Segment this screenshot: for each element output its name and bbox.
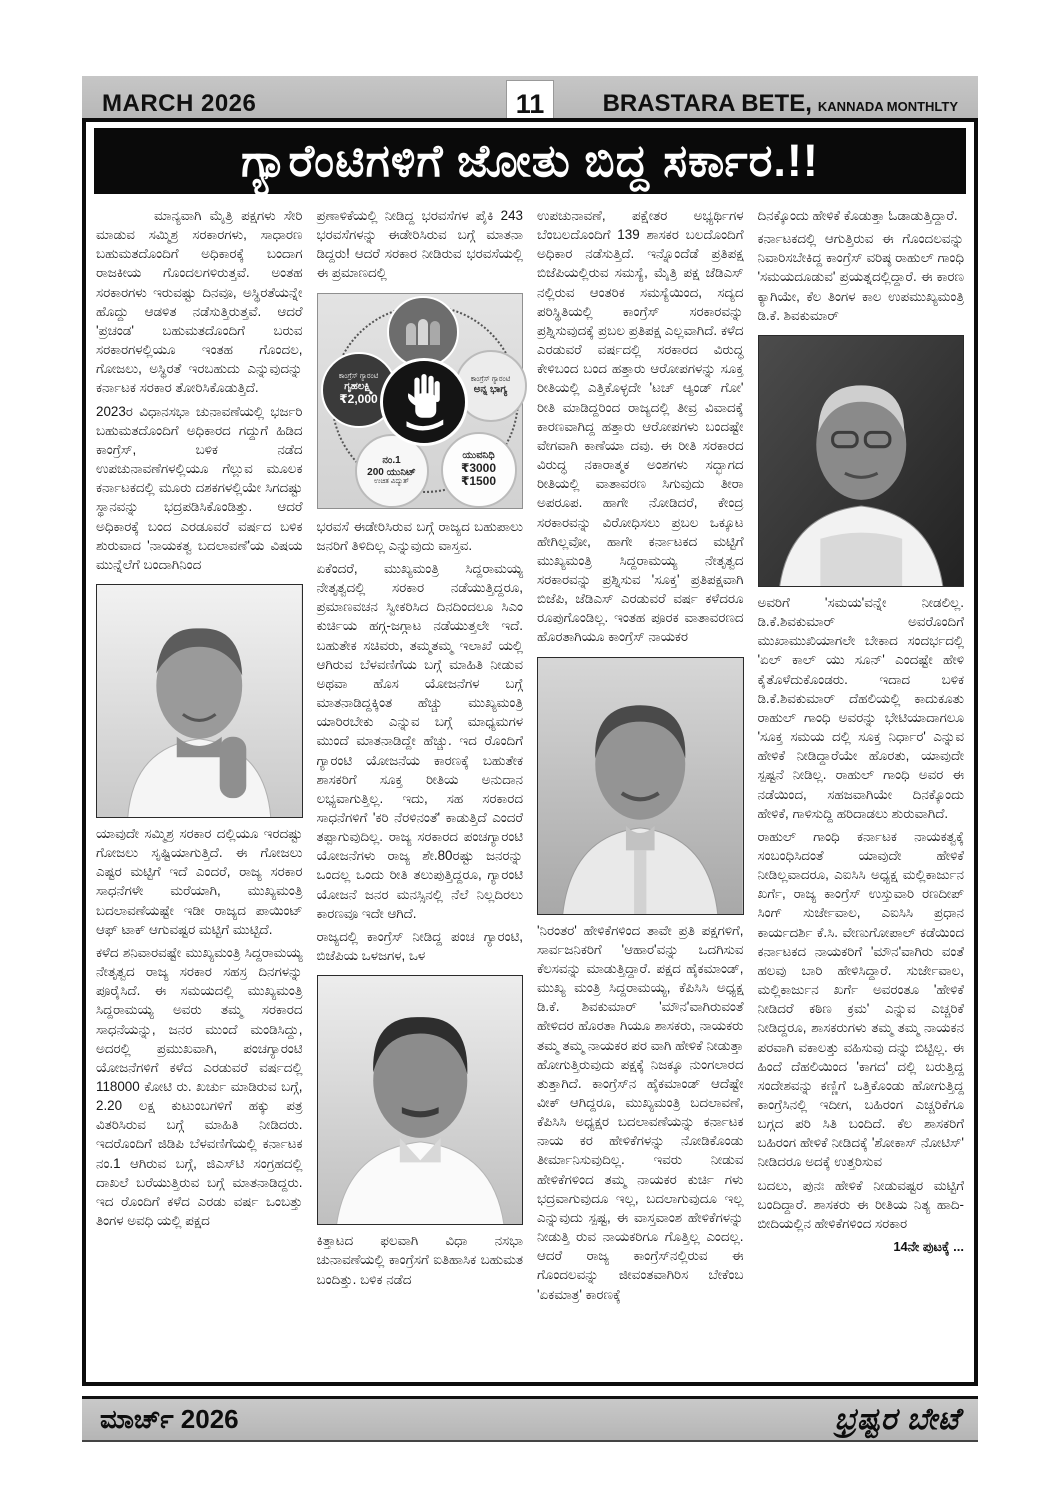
scheme-line: ನಂ.1	[382, 455, 401, 467]
article-column-1	[96, 206, 303, 1370]
guarantee-label: ಕಾಂಗ್ರೆಸ್ ಗ್ಯಾರಂಟಿ	[338, 372, 379, 380]
congress-hand-icon	[380, 358, 468, 446]
footer-issue-date: ಮಾರ್ಚ್ 2026	[100, 1403, 239, 1434]
scheme-amount: ₹2,000	[339, 391, 378, 406]
article-paragraph: ಯಾವುದೇ ಸಮ್ಮಿಶ್ರ ಸರಕಾರ ದಲ್ಲಿಯೂ ಇರದಷ್ಟು ಗೋಜಲು ಸೃಷ್ಟಿಯಾಗುತ್ತಿದೆ. ಈ ಗೋಜಲು ಎಷ್ಟರ ಮಟ್ಟಿಗೆ ಇದೆ ಎಂದರೆ, ರಾಜ್ಯ ಸರಕಾರ ಸಾಧನೆಗಳೇ ಮರೆಯಾಗಿ, ಮುಖ್ಯಮಂತ್ರಿ ಬದಲಾವಣೆಯಷ್ಟೇ ಇಡೀ ರಾಜ್ಯದ ಪಾಯಿಂಟ್ ಆಫ್ ಟಾಕ್ ಆಗುವಷ್ಟರ ಮಟ್ಟಿಗೆ ಮುಟ್ಟಿದೆ.	[96, 825, 303, 937]
scheme-title: ಅನ್ನ ಭಾಗ್ಯ	[473, 383, 508, 395]
article-headline: ಗ್ಯಾರೆಂಟಿಗಳಿಗೆ ಜೋತು ಬಿದ್ದ ಸರ್ಕಾರ.!!	[94, 128, 966, 194]
article-paragraph: 'ನಿರಂತರ' ಹೇಳಿಕೆಗಳಿಂದ ತಾವೇ ಪ್ರತಿ ಪಕ್ಷಗಳಿಗೆ, ಸಾರ್ವಜನಿಕರಿಗೆ 'ಆಹಾರ'ವನ್ನು ಒದಗಿಸುವ ಕೆಲಸವನ್ನು ಮಾಡುತ್ತಿದ್ದಾರೆ. ಪಕ್ಷದ ಹೈಕಮಾಂಡ್, ಮುಖ್ಯ ಮಂತ್ರಿ ಸಿದ್ದರಾಮಯ್ಯ, ಕೆಪಿಸಿಸಿ ಅಧ್ಯಕ್ಷ ಡಿ.ಕೆ. ಶಿವಕುಮಾರ್ 'ಮೌನ'ವಾಗಿರುವಂತೆ ಹೇಳಿದರ ಹೊರತಾ ಗಿಯೂ ಶಾಸಕರು, ನಾಯಕರು ತಮ್ಮ ತಮ್ಮ ನಾಯಕರ ಪರ ವಾಗಿ ಹೇಳಿಕೆ ನೀಡುತ್ತಾ ಹೋಗುತ್ತಿರುವುದು ಪಕ್ಷಕ್ಕೆ ನಿಜಕ್ಕೂ ನುಂಗಲಾರದ ತುತ್ತಾಗಿದೆ. ಕಾಂಗ್ರೆಸ್‌ನ ಹೈಕಮಾಂಡ್ ಆದೆಷ್ಟೇ ವೀಕ್ ಆಗಿದ್ದರೂ, ಮುಖ್ಯಮಂತ್ರಿ ಬದಲಾವಣೆ, ಕೆಪಿಸಿಸಿ ಅಧ್ಯಕ್ಷರ ಬದಲಾವಣೆಯನ್ನು ಕರ್ನಾಟಕ ನಾಯ ಕರ ಹೇಳಿಕೆಗಳನ್ನು ನೋಡಿಕೊಂಡು ತೀರ್ಮಾನಿಸುವುದಿಲ್ಲ. ಇವರು ನೀಡುವ ಹೇಳಿಕೆಗಳಿಂದ ತಮ್ಮ ನಾಯಕರ ಕುರ್ಚಿ ಗಳು ಭದ್ರವಾಗುವುದೂ ಇಲ್ಲ, ಬದಲಾಗುವುದೂ ಇಲ್ಲ ಎನ್ನುವುದು ಸ್ಪಷ್ಟ, ಈ ವಾಸ್ತವಾಂಶ ಹೇಳಿಕೆಗಳನ್ನು ನೀಡುತ್ತಿ ರುವ ನಾಯಕರಿಗೂ ಗೊತ್ತಿಲ್ಲ ಎಂದಲ್ಲ. ಆದರೆ ರಾಜ್ಯ ಕಾಂಗ್ರೆಸ್‌ನಲ್ಲಿರುವ ಈ ಗೊಂದಲವನ್ನು ಜೀವಂತವಾಗಿರಿಸ ಬೇಕೆಂಬ 'ಏಕಮಾತ್ರ' ಕಾರಣಕ್ಕೆ	[537, 922, 744, 1302]
portrait-photo-4	[758, 335, 965, 587]
article-body	[94, 206, 966, 1370]
article-paragraph: ಉಪಚುನಾವಣೆ, ಪಕ್ಷೇತರ ಅಭ್ಯರ್ಥಿಗಳ ಬೆಂಬಲದೊಂದಿಗೆ 139 ಶಾಸಕರ ಬಲದೊಂದಿಗೆ ಅಧಿಕಾರ ನಡೆಸುತ್ತಿದೆ. ಇನ್ನೊಂದೆಡೆ ಪ್ರತಿಪಕ್ಷ ಬಿಜೆಪಿಯಲ್ಲಿರುವ ಸಮಸ್ಯೆ, ಮೈತ್ರಿ ಪಕ್ಷ ಜೆಡಿಎಸ್ ನಲ್ಲಿರುವ ಆಂತರಿಕ ಸಮಸ್ಯೆಯಿಂದ, ಸದ್ಯದ ಪರಿಸ್ಥಿತಿಯಲ್ಲಿ ಕಾಂಗ್ರೆಸ್ ಸರಕಾರವನ್ನು ಪ್ರಶ್ನಿಸುವುದಕ್ಕೆ ಪ್ರಬಲ ಪ್ರತಿಪಕ್ಷ ಎಲ್ಲವಾಗಿದೆ. ಕಳೆದ ಎರಡುವರೆ ವರ್ಷದಲ್ಲಿ ಸರಕಾರದ ವಿರುದ್ಧ ಕೇಳಿಬಂದ ಬಂದ ಹತ್ತಾರು ಆರೋಪಗಳನ್ನು ಸೂಕ್ತ ರೀತಿಯಲ್ಲಿ ಎತ್ತಿಕೊಳ್ಳದೇ 'ಟಚ್ ಆ್ಯಂಡ್ ಗೋ' ರೀತಿ ಮಾಡಿದ್ದರಿಂದ ರಾಜ್ಯದಲ್ಲಿ ತೀವ್ರ ವಿವಾದಕ್ಕೆ ಕಾರಣವಾಗಿದ್ದ ಹತ್ತಾರು ಆರೋಪಗಳು ಬಂದಷ್ಟೇ ವೇಗವಾಗಿ ಕಾಣೆಯಾ ದವು. ಈ ರೀತಿ ಸರಕಾರದ ವಿರುದ್ಧ ನಕಾರಾತ್ಮಕ ಅಂಶಗಳು ಸದ್ಭಾಗದ ರೀತಿಯಲ್ಲಿ ವಾತಾವರಣ ಸಿಗುವುದು ತೀರಾ ಅಪರೂಪ. ಹಾಗೇ ನೋಡಿದರೆ, ಕೇಂದ್ರ ಸರಕಾರವನ್ನು ವಿರೋಧಿಸಲು ಪ್ರಬಲ ಒಕ್ಕೂಟ ಹೇಗಿಲ್ಲವೋ, ಹಾಗೇ ಕರ್ನಾಟಕದ ಮಟ್ಟಿಗೆ ಮುಖ್ಯಮಂತ್ರಿ ಸಿದ್ದರಾಮಯ್ಯ ನೇತೃತ್ವದ ಸರಕಾರವನ್ನು ಪ್ರಶ್ನಿಸುವ 'ಸೂಕ್ತ' ಪ್ರತಿಪಕ್ಷವಾಗಿ ಬಿಜೆಪಿ, ಜೆಡಿಎಸ್ ಎರಡುವರೆ ವರ್ಷ ಕಳೆದರೂ ರೂಪುಗೊಂಡಿಲ್ಲ. ಇಂತಹ ಪೂರಕ ವಾತಾವರಣದ ಹೊರತಾಗಿಯೂ ಕಾಂಗ್ರೆಸ್ ನಾಯಕರ	[537, 208, 744, 645]
scheme-title: ಗೃಹಲಕ್ಷ್ಮಿ	[344, 381, 373, 392]
scheme-amount: ₹3000 ₹1500	[460, 460, 497, 489]
article-paragraph: ಏಕೆಂದರೆ, ಮುಖ್ಯಮಂತ್ರಿ ಸಿದ್ದರಾಮಯ್ಯ ನೇತೃತ್ವದಲ್ಲಿ ಸರಕಾರ ನಡೆಯುತ್ತಿದ್ದರೂ, ಪ್ರಮಾಣವಚನ ಸ್ವೀಕರಿಸಿದ ದಿನದಿಂದಲೂ ಸಿಎಂ ಕುರ್ಚಿಯ ಹಗ್ಗ-ಜಗ್ಗಾಟ ನಡೆಯುತ್ತಲೇ ಇದೆ. ಬಹುತೇಕ ಸಚಿವರು, ತಮ್ಮತಮ್ಮ ಇಲಾಖೆ ಯಲ್ಲಿ ಆಗಿರುವ ಬೆಳವಣಿಗೆಯ ಬಗ್ಗೆ ಮಾಹಿತಿ ನೀಡುವ ಅಥವಾ ಹೊಸ ಯೋಜನೆಗಳ ಬಗ್ಗೆ ಮಾತನಾಡಿದ್ದಕ್ಕಿಂತ ಹೆಚ್ಚು ಮುಖ್ಯಮಂತ್ರಿ ಯಾರಿರಬೇಕು ಎನ್ನುವ ಬಗ್ಗೆ ಮಾಧ್ಯಮಗಳ ಮುಂದೆ ಮಾತನಾಡಿದ್ದೇ ಹೆಚ್ಚು. ಇದ ರೊಂದಿಗೆ ಗ್ಯಾರಂಟಿ ಯೋಜನೆಯ ಕಾರಣಕ್ಕೆ ಬಹುತೇಕ ಶಾಸಕರಿಗೆ ಸೂಕ್ತ ರೀತಿಯ ಅನುದಾನ ಲಭ್ಯವಾಗುತ್ತಿಲ್ಲ. ಇದು, ಸಹ ಸರಕಾರದ ಸಾಧನೆಗಳಿಗೆ 'ಕರಿ ನೆರಳಿನಂತೆ' ಕಾಡುತ್ತಿದೆ ಎಂದರೆ ತಪ್ಪಾಗುವುದಿಲ್ಲ. ರಾಜ್ಯ ಸರಕಾರದ ಪಂಚಗ್ಯಾರಂಟಿ ಯೋಜನೆಗಳು ರಾಜ್ಯ ಶೇ.80ರಷ್ಟು ಜನರನ್ನು ಒಂದಲ್ಲ ಒಂದು ರೀತಿ ತಲುಪುತ್ತಿದ್ದರೂ, ಗ್ಯಾರಂಟಿ ಯೋಜನೆ ಜನರ ಮನಸ್ಸಿನಲ್ಲಿ ನೆಲೆ ನಿಲ್ಲದಿರಲು ಕಾರಣವೂ ಇದೇ ಆಗಿದೆ.	[316, 560, 523, 921]
publication-subtitle: KANNADA MONTHLTY	[817, 99, 958, 114]
publication-title	[603, 90, 958, 118]
portrait-photo-1	[96, 584, 303, 818]
article-paragraph: ಬದಲು, ಪುನಃ ಹೇಳಿಕೆ ನೀಡುವಷ್ಟರ ಮಟ್ಟಿಗೆ ಬಂದಿದ್ದಾರೆ. ಶಾಸಕರು ಈ ರೀತಿಯ ನಿತ್ಯ ಹಾದಿ-ಬೀದಿಯಲ್ಲಿನ ಹೇಳಿಕೆಗಳಿಂದ ಸರಕಾರ	[757, 1177, 964, 1231]
article-paragraph: ಕಿತ್ತಾಟದ ಫಲವಾಗಿ ವಿಧಾ ನಸಭಾ ಚುನಾವಣೆಯಲ್ಲಿ ಕಾಂಗ್ರೆಸಗೆ ಐತಿಹಾಸಿಕ ಬಹುಮತ ಬಂದಿತ್ತು. ಬಳಿಕ ನಡೆದ	[316, 1233, 523, 1287]
continued-on-page-note: 14ನೇ ಪುಟಕ್ಕೆ ...	[893, 1239, 964, 1255]
guarantee-schemes-infographic	[317, 293, 524, 509]
article-column-3	[537, 206, 744, 1370]
footer-bar	[82, 1396, 978, 1442]
article-paragraph: ಕಳೆದ ಶನಿವಾರವಷ್ಟೇ ಮುಖ್ಯಮಂತ್ರಿ ಸಿದ್ದರಾಮಯ್ಯ ನೇತೃತ್ವದ ರಾಜ್ಯ ಸರಕಾರ ಸಹಸ್ರ ದಿನಗಳನ್ನು ಪೂರೈಸಿದೆ. ಈ ಸಮಯದಲ್ಲಿ ಮುಖ್ಯಮಂತ್ರಿ ಸಿದ್ದರಾಮಯ್ಯ ಅವರು ತಮ್ಮ ಸರಕಾರದ ಸಾಧನೆಯನ್ನು, ಜನರ ಮುಂದೆ ಮಂಡಿಸಿದ್ದು, ಅದರಲ್ಲಿ ಪ್ರಮುಖವಾಗಿ, ಪಂಚಗ್ಯಾರಂಟಿ ಯೋಜನೆಗಳಿಗೆ ಕಳೆದ ಎರಡುವರೆ ವರ್ಷದಲ್ಲಿ 118000 ಕೋಟಿ ರು. ಖರ್ಚು ಮಾಡಿರುವ ಬಗ್ಗೆ, 2.20 ಲಕ್ಷ ಕುಟುಂಬಗಳಿಗೆ ಹಕ್ಕು ಪತ್ರ ವಿತರಿಸಿರುವ ಬಗ್ಗೆ ಮಾಹಿತಿ ನೀಡಿದರು. ಇದರೊಂದಿಗೆ ಜಿಡಿಪಿ ಬೆಳವಣಿಗೆಯಲ್ಲಿ ಕರ್ನಾಟಕ ನಂ.1 ಆಗಿರುವ ಬಗ್ಗೆ, ಜಿಎಸ್‌ಟಿ ಸಂಗ್ರಹದಲ್ಲಿ ದಾಖಲೆ ಬರೆಯುತ್ತಿರುವ ಬಗ್ಗೆ ಮಾತನಾಡಿದ್ದರು. ಇದ ರೊಂದಿಗೆ ಕಳೆದ ಎರಡು ವರ್ಷ ಒಂಬತ್ತು ತಿಂಗಳ ಅವಧಿ ಯಲ್ಲಿ ಪಕ್ಷದ	[96, 944, 303, 1229]
article-paragraph: ಅವರಿಗೆ 'ಸಮಯ'ವನ್ನೇ ನೀಡಲಿಲ್ಲ. ಡಿ.ಕೆ.ಶಿವಕುಮಾರ್ ಅವರೊಂದಿಗೆ ಮುಖಾಮುಖಿಯಾಗಲೇ ಬೇಕಾದ ಸಂದರ್ಭದಲ್ಲಿ 'ಏಲ್ ಕಾಲ್ ಯು ಸೂನ್' ಎಂದಷ್ಟೇ ಹೇಳಿ ಕೈತೊಳೆದುಕೊಂಡರು. ಇದಾದ ಬಳಿಕ ಡಿ.ಕೆ.ಶಿವಕುಮಾರ್ ದೆಹಲಿಯಲ್ಲಿ ಕಾದುಕೂತು ರಾಹುಲ್ ಗಾಂಧಿ ಅವರನ್ನು ಭೇಟಿಯಾದಾಗಲೂ 'ಸೂಕ್ತ ಸಮಯ ದಲ್ಲಿ ಸೂಕ್ತ ನಿರ್ಧಾರ' ಎನ್ನುವ ಹೇಳಿಕೆ ನೀಡಿದ್ದಾರೆಯೇ ಹೊರತು, ಯಾವುದೇ ಸ್ಪಷ್ಟನೆ ನೀಡಿಲ್ಲ. ರಾಹುಲ್ ಗಾಂಧಿ ಅವರ ಈ ನಡೆಯಿಂದ, ಸಹಜವಾಗಿಯೇ ದಿನಕ್ಕೊಂದು ಹೇಳಿಕೆ, ಗಾಳಿಸುದ್ದಿ ಹರಿದಾಡಲು ಶುರುವಾಗಿದೆ.	[757, 594, 964, 821]
issue-date: MARCH 2026	[102, 90, 257, 117]
article-column-4	[758, 206, 965, 1370]
scheme-title: ಯುವನಿಧಿ	[462, 450, 495, 462]
article-column-2	[317, 206, 524, 1370]
page-number: 11	[506, 80, 554, 128]
article-paragraph: ರಾಹುಲ್ ಗಾಂಧಿ ಕರ್ನಾಟಕ ನಾಯಕತ್ವಕ್ಕೆ ಸಂಬಂಧಿಸಿದಂತೆ ಯಾವುದೇ ಹೇಳಿಕೆ ನೀಡಿಲ್ಲವಾದರೂ, ಎಐಸಿಸಿ ಅಧ್ಯಕ್ಷ ಮಲ್ಲಿಕಾರ್ಜುನ ಖರ್ಗೆ, ರಾಜ್ಯ ಕಾಂಗ್ರೆಸ್ ಉಸ್ತುವಾರಿ ರಣದೀಪ್ ಸಿಂಗ್ ಸುರ್ಜೇವಾಲ, ಎಐಸಿಸಿ ಪ್ರಧಾನ ಕಾರ್ಯದರ್ಶಿ ಕೆ.ಸಿ. ವೇಣುಗೋಪಾಲ್ ಕಡೆಯಿಂದ ಕರ್ನಾಟಕದ ನಾಯಕರಿಗೆ 'ಮೌನ'ವಾಗಿರು ವಂತೆ ಹಲವು ಬಾರಿ ಹೇಳಿಸಿದ್ದಾರೆ. ಸುರ್ಜೇವಾಲ, ಮಲ್ಲಿಕಾರ್ಜುನ ಖರ್ಗೆ ಅವರಂತೂ 'ಹೇಳಿಕೆ ನೀಡಿದರೆ ಕಠಿಣ ಕ್ರಮ' ಎನ್ನುವ ಎಚ್ಚರಿಕೆ ನೀಡಿದ್ದರೂ, ಶಾಸಕರುಗಳು ತಮ್ಮ ತಮ್ಮ ನಾಯಕನ ಪರವಾಗಿ ವಕಾಲತ್ತು ವಹಿಸುವು ದನ್ನು ಬಿಟ್ಟಿಲ್ಲ. ಈ ಹಿಂದೆ ದೆಹಲಿಯಿಂದ 'ಕಾಗದ' ದಲ್ಲಿ ಬರುತ್ತಿದ್ದ ಸಂದೇಶವನ್ನು ಕಣ್ಣಿಗೆ ಒತ್ತಿಕೊಂಡು ಹೋಗುತ್ತಿದ್ದ ಕಾಂಗ್ರೆಸಿನಲ್ಲಿ ಇದೀಗ, ಬಹಿರಂಗ ಎಚ್ಚರಿಕೆಗೂ ಬಗ್ಗದ ಪರಿ ಸಿತಿ ಬಂದಿದೆ. ಕೆಲ ಶಾಸಕರಿಗೆ ಬಹಿರಂಗ ಹೇಳಿಕೆ ನೀಡಿದಕ್ಕೆ 'ಶೋಕಾಸ್ ನೋಟಿಸ್' ನೀಡಿದರೂ ಅದಕ್ಕೆ ಉತ್ತರಿಸುವ	[757, 828, 964, 1170]
article-frame	[82, 118, 978, 1386]
article-paragraph: ಪ್ರಣಾಳಿಕೆಯಲ್ಲಿ ನೀಡಿದ್ದ ಭರವಸೆಗಳ ಪೈಕಿ 243 ಭರವಸೆಗಳನ್ನು ಈಡೇರಿಸಿರುವ ಬಗ್ಗೆ ಮಾತನಾ ಡಿದ್ದರು! ಆದರೆ ಸರಕಾರ ನೀಡಿರುವ ಭರವಸೆಯಲ್ಲಿ ಈ ಪ್ರಮಾಣದಲ್ಲಿ	[316, 208, 523, 281]
article-paragraph: ಕರ್ನಾಟಕದಲ್ಲಿ ಆಗುತ್ತಿರುವ ಈ ಗೊಂದಲವನ್ನು ನಿವಾರಿಸಬೇಕಿದ್ದ ಕಾಂಗ್ರೆಸ್ ವರಿಷ್ಠ ರಾಹುಲ್ ಗಾಂಧಿ 'ಸಮಯದೂಡುವ' ಪ್ರಯತ್ನದಲ್ಲಿದ್ದಾರೆ. ಈ ಕಾರಣ ಕ್ಯಾಗಿಯೇ, ಕೆಲ ತಿಂಗಳ ಕಾಲ ಉಪಮುಖ್ಯಮಂತ್ರಿ ಡಿ.ಕೆ. ಶಿವಕುಮಾರ್	[757, 231, 964, 323]
scheme-line: 200 ಯುನಿಟ್	[367, 466, 416, 478]
portrait-photo-2	[317, 975, 524, 1225]
article-paragraph: ಮಾನ್ಯವಾಗಿ ಮೈತ್ರಿ ಪಕ್ಷಗಳು ಸೇರಿ ಮಾಡುವ ಸಮ್ಮಿಶ್ರ ಸರಕಾರಗಳು, ಸಾಧಾರಣ ಬಹುಮತದೊಂದಿಗೆ ಅಧಿಕಾರಕ್ಕೆ ಬಂದಾಗ ರಾಜಕೀಯ ಗೊಂದಲಗಳಿರುತ್ತವೆ. ಅಂತಹ ಸರಕಾರಗಳು ಇರುವಷ್ಟು ದಿನವೂ, ಅಸ್ಥಿರತೆಯನ್ನೇ ಹೊದ್ದು ಆಡಳಿತ ನಡೆಸುತ್ತಿರುತ್ತವೆ. ಆದರೆ 'ಪ್ರಚಂಡ' ಬಹುಮತದೊಂದಿಗೆ ಬರುವ ಸರಕಾರಗಳಲ್ಲಿಯೂ ಇಂತಹ ಗೊಂದಲ, ಗೋಜಲು, ಅಸ್ಥಿರತೆ ಇರಬಹುದು ಎನ್ನುವುದನ್ನು ಕರ್ನಾಟಕ ಸರಕಾರ ತೋರಿಸಿಕೊಡುತ್ತಿದೆ.	[96, 208, 303, 396]
scheme-line: ಉಚಿತ ವಿದ್ಯುತ್	[373, 478, 410, 486]
article-paragraph: ರಾಜ್ಯದಲ್ಲಿ ಕಾಂಗ್ರೆಸ್ ನೀಡಿದ್ದ ಪಂಚ ಗ್ಯಾರಂಟಿ, ಬಿಜೆಪಿಯ ಒಳಜಗಳ, ಒಳ	[316, 928, 523, 964]
publication-name: BRASTARA BETE,	[602, 90, 812, 117]
portrait-photo-3	[537, 657, 744, 915]
footer-publication-name: ಭ್ರಷ್ಟರ ಬೇಟೆ	[834, 1402, 960, 1436]
guarantee-label: ಕಾಂಗ್ರೆಸ್ ಗ್ಯಾರಂಟಿ	[470, 375, 511, 383]
article-paragraph: ಭರವಸೆ ಈಡೇರಿಸಿರುವ ಬಗ್ಗೆ ರಾಜ್ಯದ ಬಹುಪಾಲು ಜನರಿಗೆ ತಿಳಿದಿಲ್ಲ ಎನ್ನುವುದು ವಾಸ್ತವ.	[316, 518, 523, 553]
shakti-scheme-circle	[387, 296, 459, 368]
article-paragraph: 2023ರ ವಿಧಾನಸಭಾ ಚುನಾವಣೆಯಲ್ಲಿ ಭರ್ಜರಿ ಬಹುಮತದೊಂದಿಗೆ ಅಧಿಕಾರದ ಗದ್ದುಗೆ ಹಿಡಿದ ಕಾಂಗ್ರೆಸ್, ಬಳಿಕ ನಡೆದ ಉಪಚುನಾವಣೆಗಳಲ್ಲಿಯೂ ಗೆಲ್ಲುವ ಮೂಲಕ ಕರ್ನಾಟಕದಲ್ಲಿ ಮೂರು ದಶಕಗಳಲ್ಲಿಯೇ ಸಿಗದಷ್ಟು ಸ್ಥಾನವನ್ನು ಭದ್ರಪಡಿಸಿಕೊಂಡಿತ್ತು. ಆದರೆ ಅಧಿಕಾರಕ್ಕೆ ಬಂದ ಎರಡೂವರೆ ವರ್ಷದ ಬಳಿಕ ಶುರುವಾದ 'ನಾಯಕತ್ವ ಬದಲಾವಣೆ'ಯ ವಿಷಯ ಮುನ್ನೆಲೆಗೆ ಬಂದಾಗಿನಿಂದ	[96, 403, 303, 572]
people-icon	[406, 319, 440, 345]
article-paragraph: ದಿನಕ್ಕೊಂದು ಹೇಳಿಕೆ ಕೊಡುತ್ತಾ ಓಡಾಡುತ್ತಿದ್ದಾರೆ.	[757, 208, 958, 223]
yuvanidhi-circle	[441, 432, 517, 508]
